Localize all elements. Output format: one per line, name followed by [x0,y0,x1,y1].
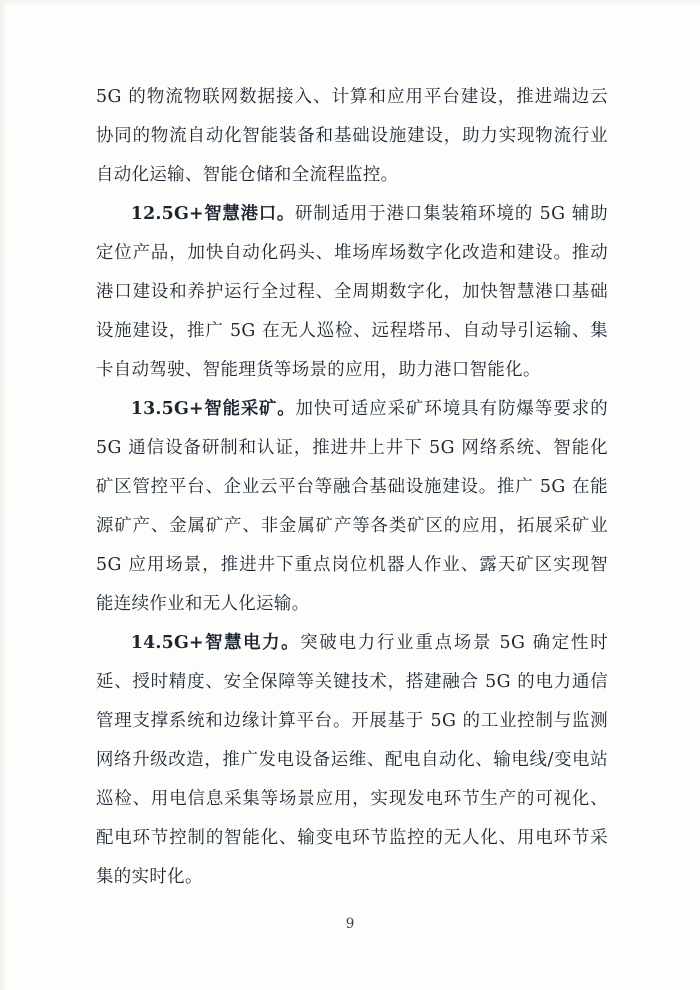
paragraph-smart-port [96,195,608,390]
paragraph-lead: 14.5G+智慧电力。 [130,633,301,653]
paragraph-smart-mining [96,390,608,624]
paragraph-lead: 12.5G+智慧港口。 [130,204,295,224]
paragraph-text: 研制适用于港口集装箱环境的 5G 辅助定位产品，加快自动化码头、堆场库场数字化改造和建设。推动港口建设和养护运行全过程、全周期数字化，加快智慧港口基础设施建设，推广 5G 在无人巡检、远程塔吊、自动导引运输、集卡自动驾驶、智能理货等场景的应用，助力港口智能化。 [96,204,608,380]
scan-edge-top [0,0,700,6]
page-number: 9 [345,916,355,932]
paragraph-logistics-continued [96,78,608,195]
document-body [96,78,608,897]
scan-edge-left [0,0,8,990]
paragraph-smart-power [96,624,608,897]
paragraph-lead: 13.5G+智能采矿。 [130,399,296,419]
paragraph-text: 5G 的物流物联网数据接入、计算和应用平台建设，推进端边云协同的物流自动化智能装备和基础设施建设，助力实现物流行业自动化运输、智能仓储和全流程监控。 [96,87,608,185]
paragraph-text: 突破电力行业重点场景 5G 确定性时延、授时精度、安全保障等关键技术，搭建融合 5G 的电力通信管理支撑系统和边缘计算平台。开展基于 5G 的工业控制与监测网络升级改造，推广发电设备运维、配电自动化、输电线/变电站巡检、用电信息采集等场景应用，实现发电环节生产的可视化、配电环节控制的智能化、输变电环节监控的无人化、用电环节采集的实时化。 [96,633,608,887]
paragraph-text: 加快可适应采矿环境具有防爆等要求的 5G 通信设备研制和认证，推进井上井下 5G 网络系统、智能化矿区管控平台、企业云平台等融合基础设施建设。推广 5G 在能源矿产、金属矿产、非金属矿产等各类矿区的应用，拓展采矿业 5G 应用场景，推进井下重点岗位机器人作业、露天矿区实现智能连续作业和无人化运输。 [96,399,608,614]
